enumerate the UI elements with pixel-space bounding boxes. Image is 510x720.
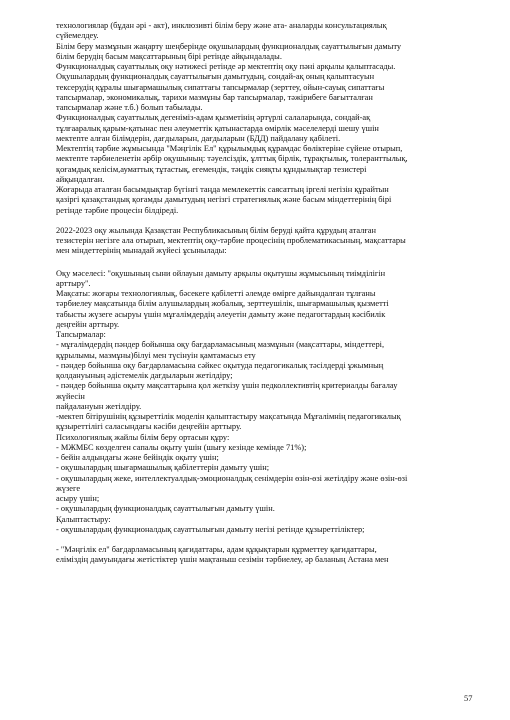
- paragraph: Білім беру мазмұнын жаңарту шеңберінде оқушылардың функционалдық сауаттылығын дамыту білім берудің басым мақсаттарының бірі ретінде айқындалады.: [56, 41, 402, 61]
- paragraph: Жоғарыда аталған басымдықтар бүгінгі таңда мемлекеттік саясаттың іргелі негізін құрайтын қазіргі қазақстандық қоғамды дамытудың негізгі стратегиялық және басым міндеттерінің бірі ретінде тәрбие процесін білдіреді.: [56, 185, 392, 215]
- psych-item: - бейін алдындағы және бейіндік оқыту үшін;: [56, 453, 219, 462]
- mangilik-el-paragraph: - "Мәңгілік ел" бағдарламасының қағидаттары, адам құқықтарын құрметтеу қағидаттары, елімiздің дамуындағы жетістіктер үшін мақтаныш сезімін тәрбиелеу, әр баланың Астана мен: [56, 545, 389, 565]
- psych-item: - МЖМБС көзделген сапалы оқыту үшін (шығу кезінде кемінде 71%);: [56, 442, 307, 452]
- paragraph: Мектептің тәрбие жұмысында "Мәңгілік Ел" құрылымдық құрамдас бөліктеріне сүйене отырып, мектепте тәрбиеленетін әрбір оқушының: тәуелсіздік, ұлттық бірлік, тұрақтылық, толеранттылық, қоғамдық келісім,ауматтық тұтастық, егемендік, тәңдік сияқты құндылықтар тезистері айқындалған.: [56, 144, 408, 184]
- psych-item: - оқушылардың жеке, интеллектуалдық-эмоционалдық сенімдерін өзін-өзі жетілдіру және өзін-өзі жүзеге асыру үшін;: [56, 473, 408, 503]
- psych-item: - оқушылардың функционалдық сауаттылығын дамыту үшін.: [56, 504, 275, 514]
- school-year-intro: 2022-2023 оқу жылында Қазақстан Республикасының білім беруді қайта құрудың аталған тезистерін негізге ала отырып, мектептің оқу-тәрбие процесінің проблематикасының, мақсаттары мен міндеттерінің мынадай жүйесі ұсынылады:: [56, 225, 406, 256]
- psych-environment-heading: Психологиялық жайлы білім беру ортасын құру:: [56, 432, 230, 442]
- section-functional-literacy: [56, 21, 480, 216]
- learning-problem: Оқу мәселесі: "оқушының сыни ойлауын дамыту арқылы оқытушы жұмысының тиімділігін арттыру".: [56, 268, 386, 288]
- section-goals-and-tasks: [56, 269, 480, 566]
- task-item: - пәндер бойынша оқыту мақсаттарына қол жеткізу үшін педколлективтің критериалды бағалау жүйесін пайдалануын жетілдіру.: [56, 381, 398, 411]
- task-item: - мұғалімдердің пәндер бойынша оқу бағдарламасының мазмұнын (мақсаттары, міндеттері, құрылымы, мазмұны)білуі мен түсінуін қамтамасыз ету: [56, 340, 385, 360]
- goal-paragraph: Мақсаты: жоғары технологиялық, бәсекеге қабілетті әлемде өмірге дайындалған тұлғаны тәрбиелеу мақсатында білім алушылардың жобалық, зерттеушілік, шығармашылық қызметті табысты жүзеге асыруы үшін мұғалімдердің әлеуетін дамыту және педагогтардың кәсібилік деңгейін арттыру.: [56, 289, 389, 329]
- tasks-heading: Тапсырмалар:: [56, 330, 106, 339]
- formation-heading: Қалыптастыру:: [56, 514, 111, 524]
- document-page: [56, 21, 480, 566]
- psych-item: - оқушылардың шығармашылық қабілеттерін дамыту үшін;: [56, 463, 270, 473]
- formation-item: - оқушылардың функционалдық сауаттылығын дамыту негізі ретінде құзыреттіліктер;: [56, 524, 365, 534]
- paragraph: Функционалдық сауаттылық дегеніміз-адам қызметінің әртүрлі салаларында, сондай-ақ тұлғааралық қарым-қатынас пен әлеуметтік қатынастарда өмірлік мәселелерді шешу үшін мектепте алған білімдерін, дағдыларын, дағдыларын (БДД) пайдалану қабілеті.: [56, 113, 379, 143]
- task-item: - пәндер бойынша оқу бағдарламасына сәйкес оқытуда педагогикалық тәсілдерді ұжымның қолдануының әдістемелік дағдыларын жетілдіру;: [56, 360, 384, 380]
- paragraph: Функционалдық сауаттылық оқу нәтижесі ретінде әр мектептің оқу пәні арқылы қалыптасады. Оқушылардың функционалдық сауаттылығын дамытудың, сондай-ақ оның қалыптасуын тексерудің құралы шығармашылық сипаттағы тапсырмалар (зерттеу, ойын-сауық сипаттағы тапсырмалар, экономикалық, тарихи мазмұны бар тапсырмалар, тәжірибеге бағытталған тапсырмалар және т.б.) болып табылады.: [56, 62, 396, 112]
- task-item: -мектеп бітірушінің құзыреттілік моделін қалыптастыру мақсатында Мұғалімнің педагогикалық құзыреттілігі саласындағы кәсіби деңгейін арттыру.: [56, 412, 401, 432]
- page-number: 57: [464, 694, 473, 703]
- paragraph: технологиялар (бұдан әрі - акт), инклюзивті білім беру және ата- аналарды консультациялық сүйемелдеу.: [56, 21, 387, 41]
